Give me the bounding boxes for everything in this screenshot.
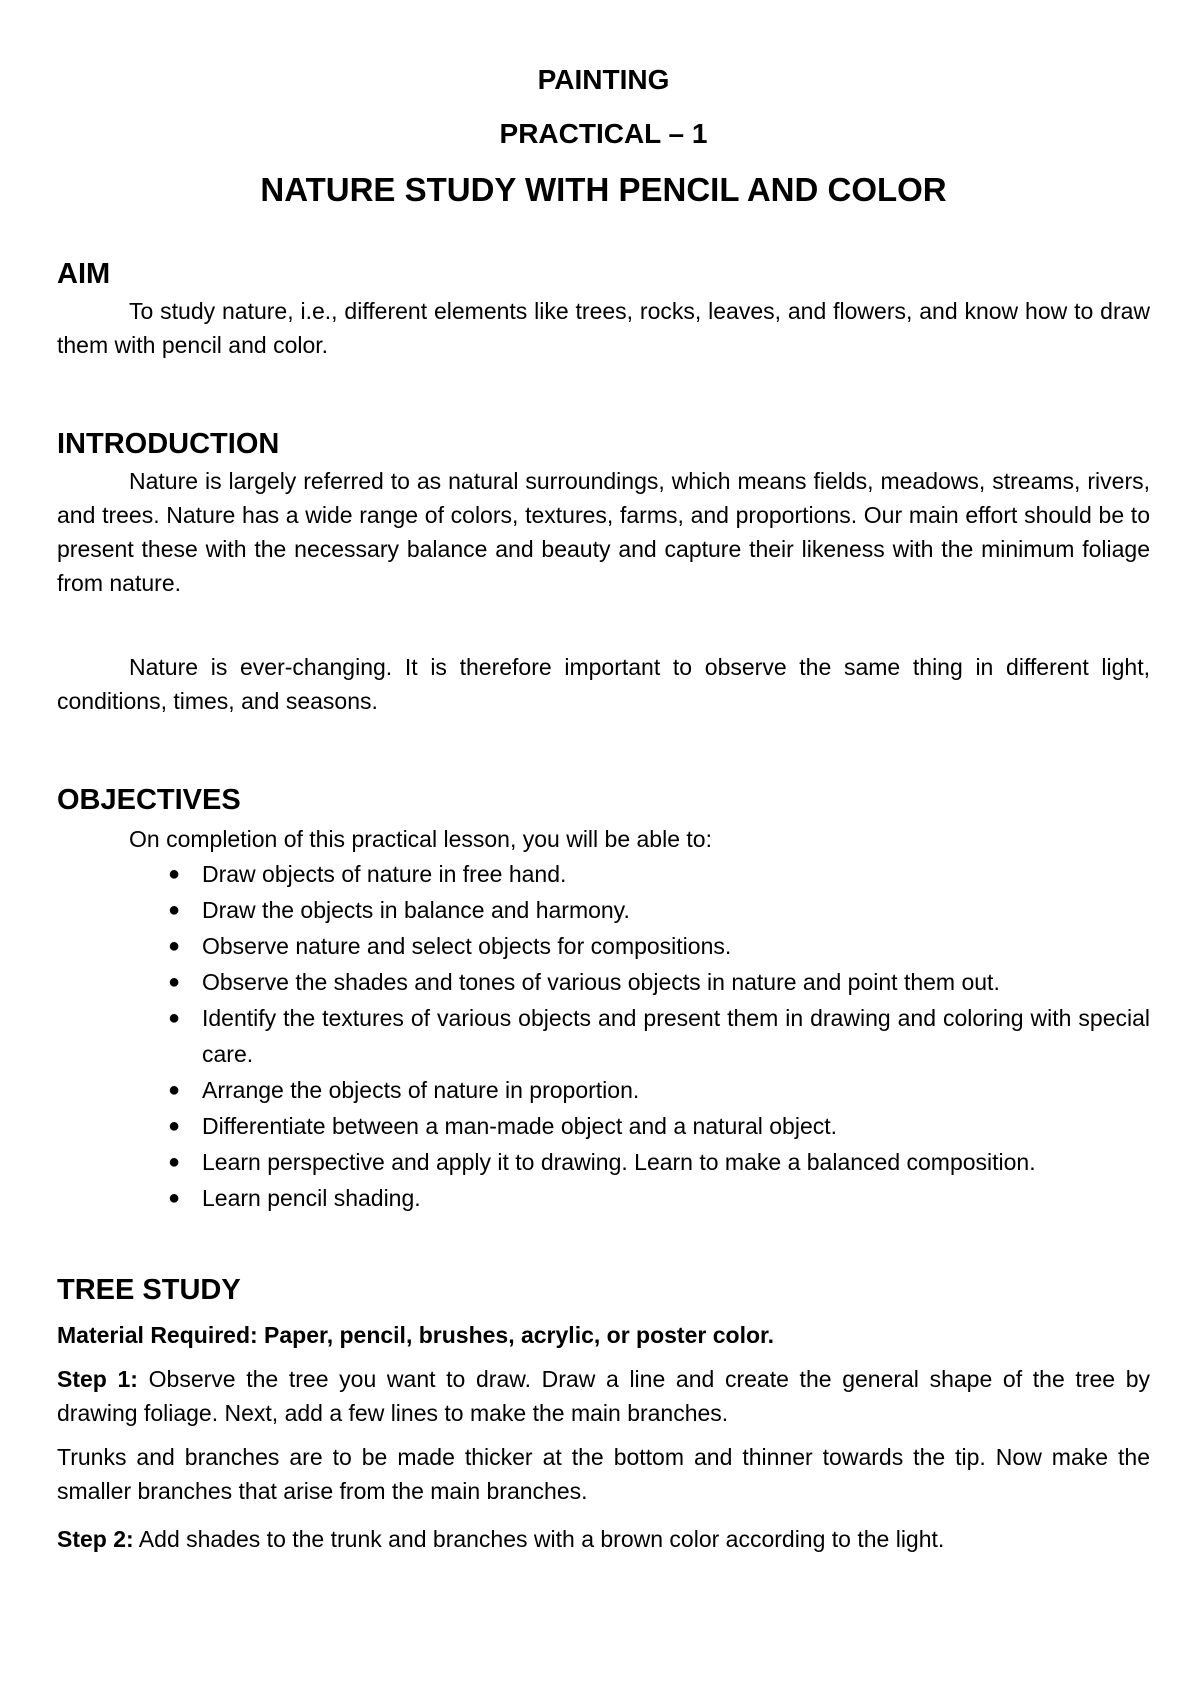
list-item: ● Arrange the objects of nature in proportion. [202,1072,1150,1108]
step-1-text: Observe the tree you want to draw. Draw a line and create the general shape of the tree by drawing foliage. Next, add a few lines to make the main branches. [57,1366,1150,1426]
aim-section [57,254,1150,362]
list-item: ● Draw objects of nature in free hand. [202,856,1150,892]
subject-title: PAINTING [537,64,670,95]
step-2-label: Step 2: [57,1526,134,1552]
bullet-icon: ● [168,1151,181,1173]
introduction-paragraph-1: Nature is largely referred to as natural surroundings, which means fields, meadows, streams, rivers, and trees. Nature has a wide range of colors, textures, farms, and proportions. Our main effort should be to present these with the necessary balance and beauty and capture their likeness with the minimum foliage from nature. [57,468,1150,596]
tree-study-section [57,1270,1150,1556]
bullet-icon: ● [168,971,181,993]
list-item: ● Observe the shades and tones of various objects in nature and point them out. [202,964,1150,1000]
bullet-icon: ● [168,1079,181,1101]
document-header [57,56,1150,214]
step-2-text: Add shades to the trunk and branches with a brown color according to the light. [133,1526,945,1552]
list-item: ● Draw the objects in balance and harmony. [202,892,1150,928]
objectives-list [57,856,1150,1216]
objectives-heading: OBJECTIVES [57,784,241,816]
list-item: ● Differentiate between a man-made object and a natural object. [202,1108,1150,1144]
introduction-heading: INTRODUCTION [57,428,280,460]
aim-heading: AIM [57,258,111,290]
list-item: ● Observe nature and select objects for compositions. [202,928,1150,964]
list-item: ● Identify the textures of various objects and present them in drawing and coloring with special care. [202,1000,1150,1072]
bullet-icon: ● [168,935,181,957]
page-title: NATURE STUDY WITH PENCIL AND COLOR [260,171,947,208]
step-2 [57,1522,1150,1556]
bullet-icon: ● [168,1007,181,1029]
practical-number: PRACTICAL – 1 [499,118,708,149]
list-item: ● Learn pencil shading. [202,1180,1150,1216]
step-1 [57,1362,1150,1430]
material-required: Material Required: Paper, pencil, brushes, acrylic, or poster color. [57,1322,775,1348]
tree-study-heading: TREE STUDY [57,1274,241,1306]
step-1-label: Step 1: [57,1366,138,1392]
objectives-section [57,780,1150,1216]
step-1-continued: Trunks and branches are to be made thicker at the bottom and thinner towards the tip. Now make the smaller branches that arise from the main branches. [57,1444,1150,1504]
introduction-paragraph-2: Nature is ever-changing. It is therefore important to observe the same thing in different light, conditions, times, and seasons. [57,654,1150,714]
objectives-lead: On completion of this practical lesson, you will be able to: [129,826,712,852]
bullet-icon: ● [168,863,181,885]
list-item: ● Learn perspective and apply it to drawing. Learn to make a balanced composition. [202,1144,1150,1180]
document-page [57,56,1150,1556]
aim-text: To study nature, i.e., different elements like trees, rocks, leaves, and flowers, and know how to draw them with pencil and color. [57,298,1150,358]
bullet-icon: ● [168,1187,181,1209]
introduction-section [57,424,1150,718]
bullet-icon: ● [168,1115,181,1137]
bullet-icon: ● [168,899,181,921]
